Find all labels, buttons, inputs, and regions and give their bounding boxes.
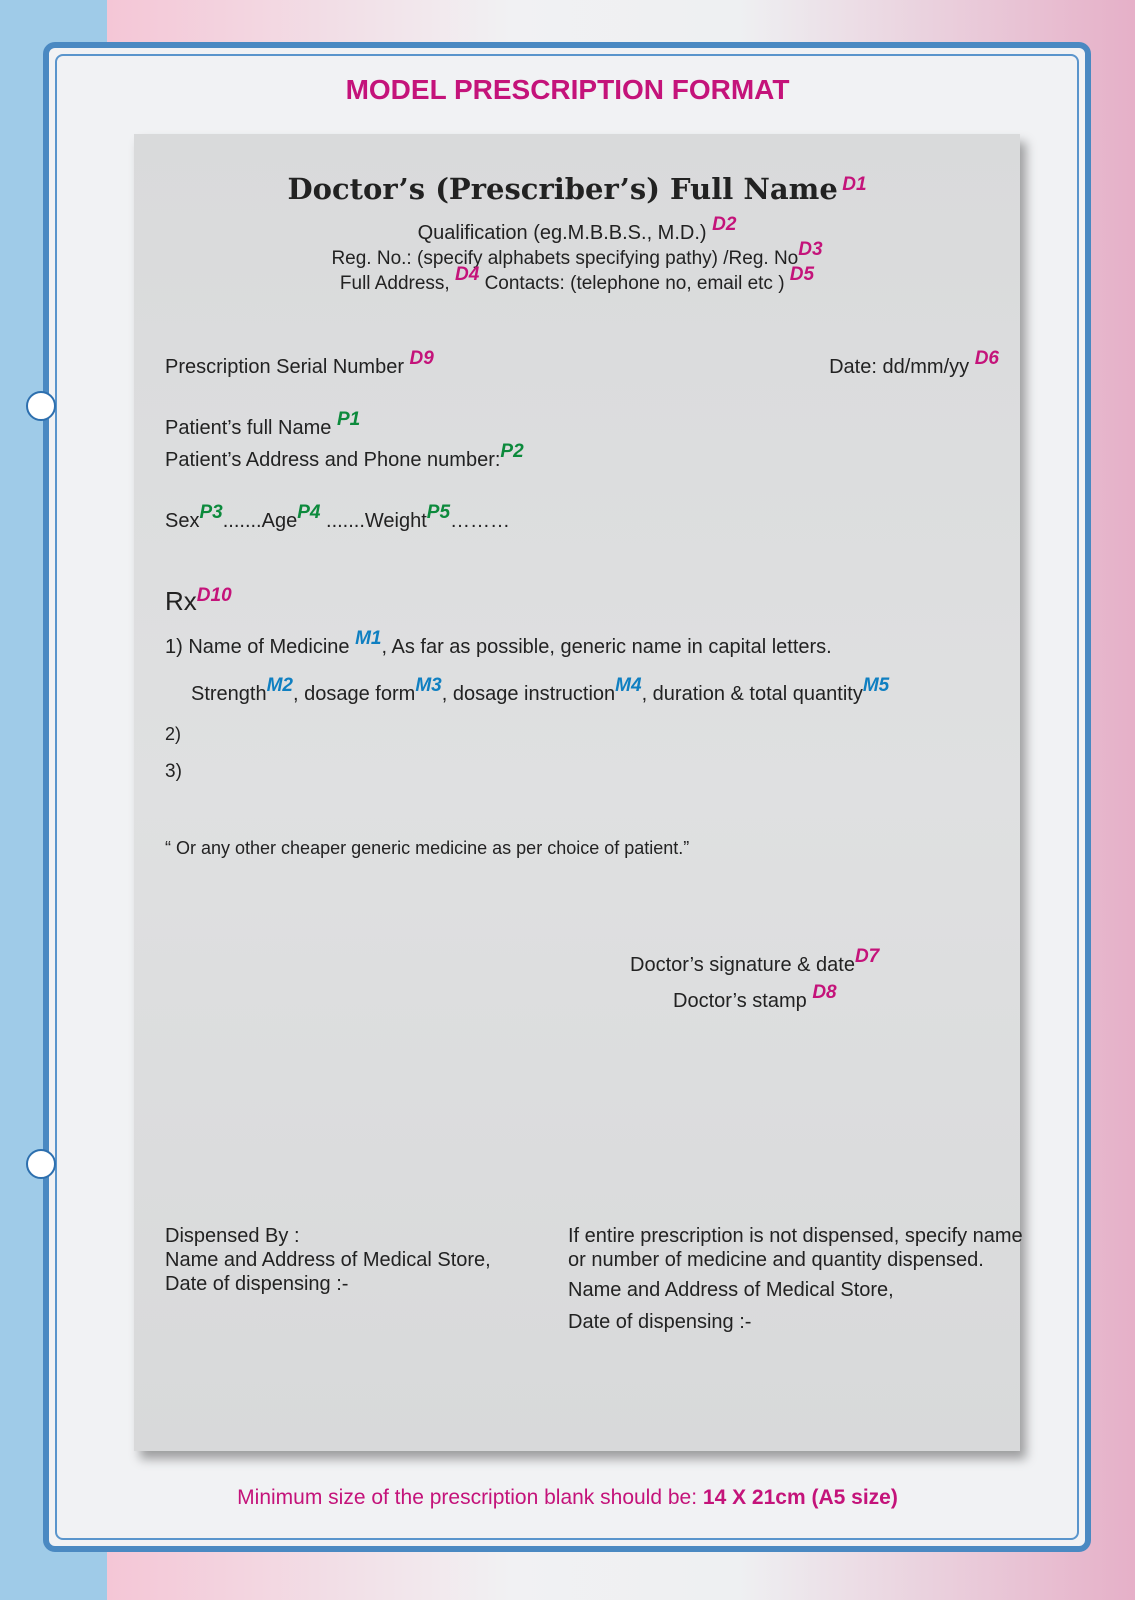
- partial-dispense-block: [568, 1224, 1023, 1334]
- prescription-sheet: [134, 134, 1023, 1451]
- patient-name-line: [165, 409, 361, 440]
- medicine-name-label: 1) Name of Medicine: [165, 636, 356, 658]
- weight-dots: ………: [450, 510, 511, 532]
- serial-number-label: Prescription Serial Number: [165, 356, 404, 378]
- rx-line: [165, 586, 232, 617]
- date-line: [829, 348, 999, 379]
- tag-d6: D6: [974, 348, 999, 369]
- page-title: MODEL PRESCRIPTION FORMAT: [345, 74, 790, 105]
- doctor-name-line: [134, 172, 1020, 206]
- partial-dispense-note-2: or number of medicine and quantity dispensed.: [568, 1249, 984, 1271]
- tag-m2: M2: [266, 675, 294, 696]
- tag-m5: M5: [862, 675, 890, 696]
- dosage-instruction-label: , dosage instruction: [441, 683, 616, 705]
- rx-symbol: Rx: [165, 586, 197, 616]
- sex-label: Sex: [165, 510, 200, 532]
- tag-d8: D8: [812, 982, 837, 1003]
- doctor-name: Doctor’s (Prescriber’s) Full Name: [287, 172, 838, 206]
- tag-d7: D7: [854, 946, 880, 967]
- medicine-item-2: 2): [165, 724, 182, 744]
- minimum-size-value: 14 X 21cm (A5 size): [702, 1486, 898, 1509]
- patient-name-label: Patient’s full Name: [165, 417, 332, 439]
- tag-p1: P1: [336, 409, 361, 430]
- right-store-label: Name and Address of Medical Store,: [568, 1279, 894, 1301]
- tag-d3: D3: [798, 239, 823, 260]
- reg-no-line: [134, 239, 1020, 270]
- binder-hole-top: [26, 391, 56, 421]
- tag-d5: D5: [789, 264, 815, 285]
- medicine-item-3: 3): [165, 761, 182, 782]
- date-label: Date: dd/mm/yy: [829, 356, 970, 378]
- dispensed-by-block: [165, 1224, 491, 1296]
- reg-no: Reg. No.: (specify alphabets specifying pathy) /Reg. No: [331, 248, 799, 269]
- tag-d4: D4: [455, 264, 480, 285]
- minimum-size-note: [0, 1486, 1135, 1510]
- tag-d2: D2: [712, 214, 737, 235]
- stamp-line: [673, 982, 837, 1013]
- address-contacts-line: [134, 264, 1020, 295]
- generic-instruction: , As far as possible, generic name in capital letters.: [381, 636, 832, 658]
- tag-p3: P3: [199, 502, 223, 523]
- signature-line: [630, 946, 880, 977]
- serial-number-line: [165, 348, 434, 379]
- weight-label: .......Weight: [320, 510, 427, 532]
- patient-address-label: Patient’s Address and Phone number:: [165, 449, 501, 471]
- right-date-label: Date of dispensing :-: [568, 1311, 752, 1333]
- signature-label: Doctor’s signature & date: [630, 954, 855, 976]
- medicine-line-2: [191, 675, 890, 706]
- full-address: Full Address,: [339, 273, 450, 294]
- binder-hole-bottom: [26, 1149, 56, 1179]
- age-label: .......Age: [222, 510, 298, 532]
- tag-m3: M3: [415, 675, 442, 696]
- tag-p2: P2: [500, 441, 524, 462]
- duration-label: , duration & total quantity: [641, 683, 863, 705]
- qualification: Qualification (eg.M.B.B.S., M.D.): [417, 222, 707, 244]
- tag-m4: M4: [615, 675, 642, 696]
- medicine-line-1: [165, 628, 832, 659]
- strength-label: Strength: [191, 683, 267, 705]
- left-date-label: Date of dispensing :-: [165, 1273, 349, 1295]
- patient-address-line: [165, 441, 524, 472]
- dosage-form-label: , dosage form: [293, 683, 416, 705]
- stamp-label: Doctor’s stamp: [673, 990, 813, 1012]
- tag-d9: D9: [409, 348, 434, 369]
- minimum-size-text: Minimum size of the prescription blank should be:: [237, 1486, 703, 1509]
- contacts: Contacts: (telephone no, email etc ): [484, 273, 785, 294]
- tag-d10: D10: [196, 585, 232, 606]
- left-store-label: Name and Address of Medical Store,: [165, 1249, 491, 1271]
- sex-age-weight-line: [165, 502, 511, 533]
- tag-d1: D1: [842, 174, 867, 195]
- tag-p5: P5: [426, 502, 451, 523]
- dispensed-by-label: Dispensed By :: [165, 1225, 300, 1247]
- tag-p4: P4: [297, 502, 321, 523]
- partial-dispense-note-1: If entire prescription is not dispensed, specify name: [568, 1225, 1023, 1247]
- qualification-line: [134, 214, 1020, 245]
- generic-note: “ Or any other cheaper generic medicine as per choice of patient.”: [165, 838, 690, 858]
- tag-m1: M1: [355, 628, 382, 649]
